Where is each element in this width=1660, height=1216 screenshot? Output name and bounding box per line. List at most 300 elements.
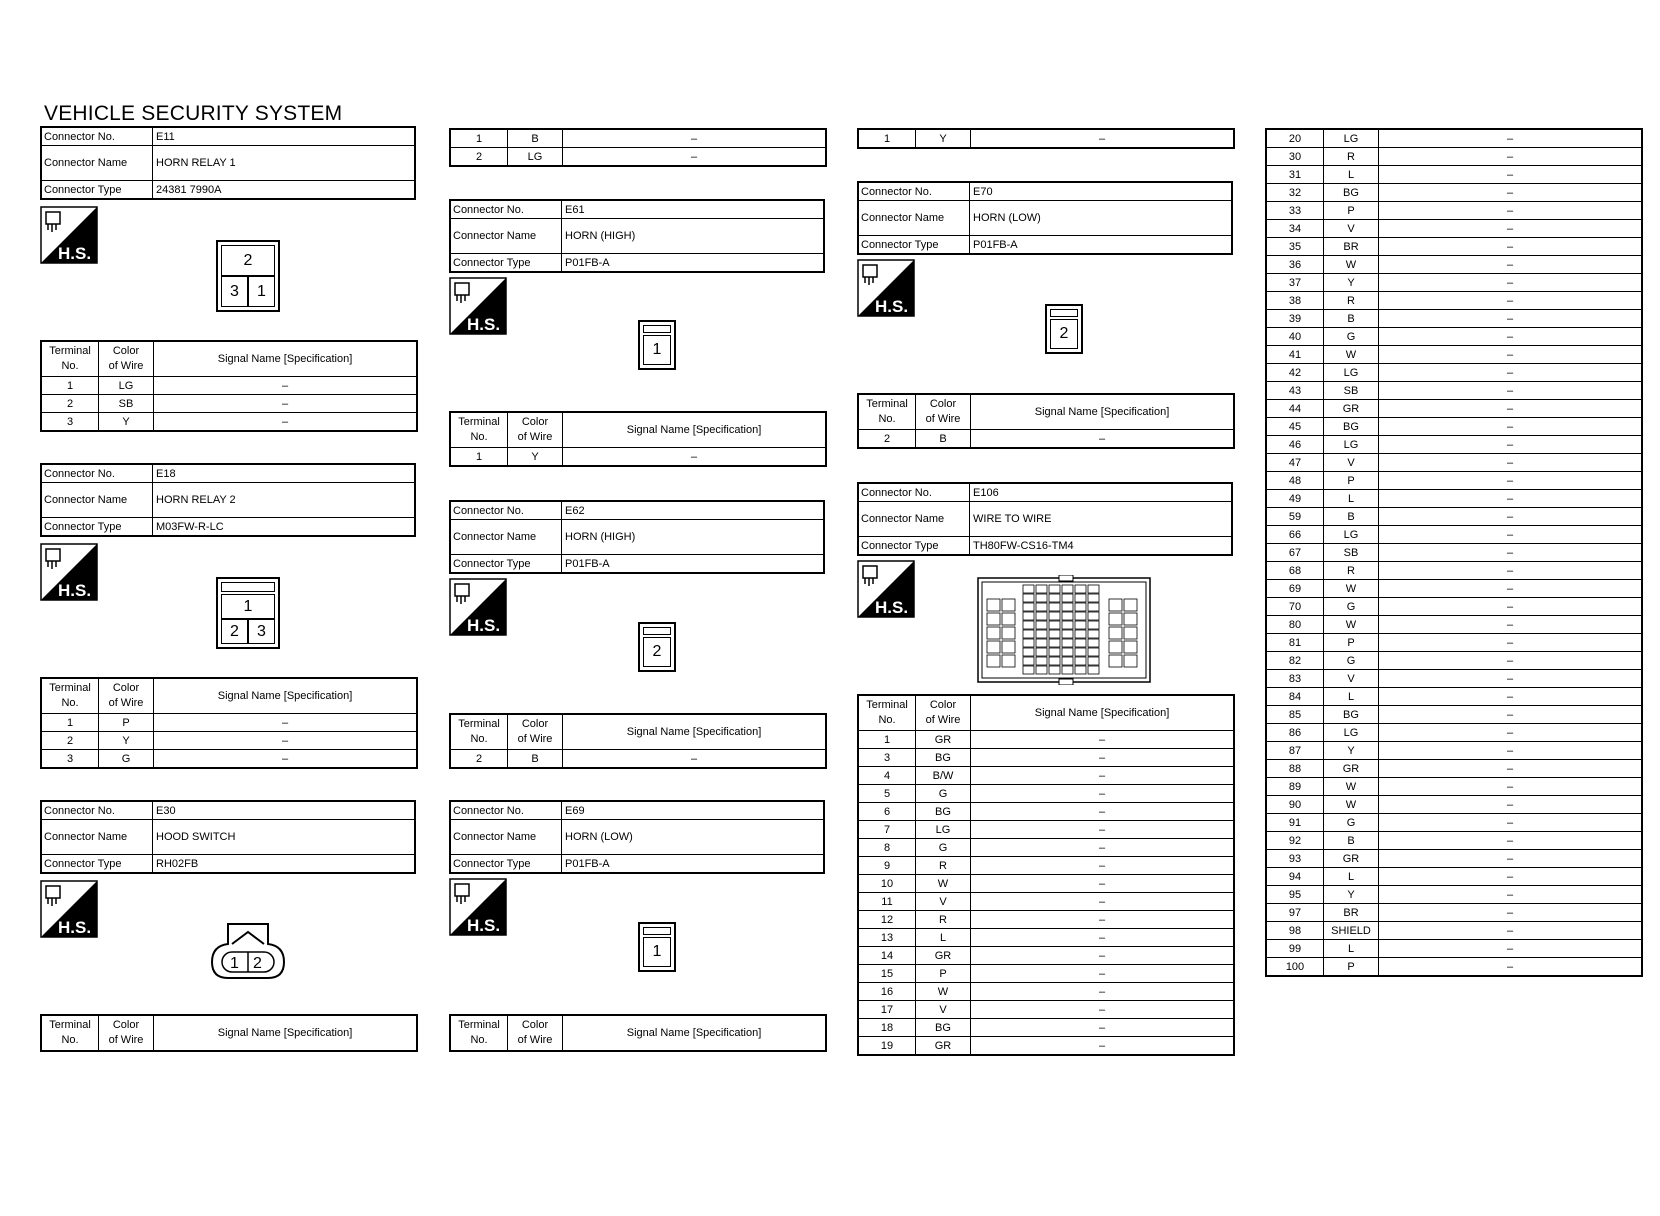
header-no: No. (470, 733, 488, 745)
signal-name-cell: – (690, 450, 698, 463)
header-of-wire: of Wire (108, 360, 144, 372)
terminal-no-cell: 3 (42, 750, 99, 767)
table-row (859, 130, 1233, 147)
connector-cavity (1075, 648, 1086, 656)
connector-cavity (1075, 666, 1086, 674)
connector-cavity (1049, 648, 1060, 656)
header-signal: Signal Name [Specification] (626, 423, 762, 436)
wire-color-cell: BR (1324, 904, 1379, 921)
signal-name-cell: – (1506, 744, 1514, 757)
terminal-table-e69 (449, 1014, 827, 1052)
wire-color-cell: B (916, 430, 971, 447)
signal-name-cell: – (1506, 960, 1514, 973)
signal-name-cell: – (1506, 492, 1514, 505)
wire-color-cell: V (1324, 670, 1379, 687)
terminal-rows (859, 430, 1233, 447)
header-terminal: Terminal (49, 345, 91, 357)
connector-type: P01FB-A (973, 238, 1018, 251)
connector-cavity (987, 627, 1000, 639)
signal-name-cell: – (1506, 294, 1514, 307)
header-terminal: Terminal (458, 718, 500, 730)
connector-cavity (1088, 612, 1099, 620)
table-row (859, 964, 1233, 982)
connector-name: HOOD SWITCH (156, 831, 236, 843)
connector-type: P01FB-A (565, 256, 610, 269)
signal-name-cell: – (1098, 787, 1106, 800)
header-signal: Signal Name [Specification] (217, 689, 353, 702)
header-no: No. (470, 431, 488, 443)
table-row (1267, 669, 1641, 687)
table-row (1267, 453, 1641, 471)
terminal-no-cell: 91 (1267, 814, 1324, 831)
header-signal: Signal Name [Specification] (626, 725, 762, 738)
connector-cavity (987, 655, 1000, 667)
connector-cavity (1088, 630, 1099, 638)
signal-name-cell: – (1506, 132, 1514, 145)
terminal-no-cell: 35 (1267, 238, 1324, 255)
table-row (859, 1000, 1233, 1018)
table-row (1267, 957, 1641, 975)
signal-name-cell: – (281, 379, 289, 392)
header-no: No. (470, 1034, 488, 1046)
terminal-no-cell: 14 (859, 947, 916, 964)
table-row (859, 802, 1233, 820)
connector-cavity (1062, 621, 1073, 629)
signal-name-cell: – (1506, 654, 1514, 667)
terminal-no-cell: 19 (859, 1037, 916, 1054)
connector-cavity (1075, 630, 1086, 638)
label-connector-name: Connector Name (42, 146, 153, 180)
connector-cavity (1062, 639, 1073, 647)
terminal-no-cell: 68 (1267, 562, 1324, 579)
terminal-table-e62 (449, 713, 827, 769)
wire-color-cell: B (508, 130, 563, 147)
table-row (1267, 741, 1641, 759)
signal-name-cell: – (1506, 600, 1514, 613)
signal-name-cell: – (1098, 805, 1106, 818)
table-row (859, 946, 1233, 964)
connector-cavity (1124, 599, 1137, 611)
table-row (451, 147, 825, 165)
connector-type: M03FW-R-LC (156, 520, 224, 533)
table-row (859, 838, 1233, 856)
table-row (42, 731, 416, 749)
table-row (42, 714, 416, 731)
connector-cavity (1023, 621, 1034, 629)
terminal-no-cell: 12 (859, 911, 916, 928)
connector-cavity (1075, 657, 1086, 665)
terminal-no-cell: 3 (42, 413, 99, 430)
header-signal: Signal Name [Specification] (1034, 706, 1170, 719)
hs-label: H.S. (467, 916, 501, 935)
connector-no: E69 (565, 804, 585, 817)
header-color: Color (521, 718, 549, 730)
signal-name-cell: – (1506, 222, 1514, 235)
table-row (1267, 507, 1641, 525)
connector-cavity (1062, 630, 1073, 638)
wire-color-cell: G (99, 750, 154, 767)
table-row (859, 892, 1233, 910)
header-of-wire: of Wire (517, 733, 553, 745)
terminal-no-cell: 90 (1267, 796, 1324, 813)
terminal-no-cell: 3 (859, 749, 916, 766)
header-no: No. (61, 360, 79, 372)
wire-color-cell: G (916, 785, 971, 802)
table-row (859, 910, 1233, 928)
terminal-rows (451, 750, 825, 767)
signal-name-cell: – (281, 397, 289, 410)
signal-name-cell: – (1098, 432, 1106, 445)
wire-color-cell: G (1324, 652, 1379, 669)
terminal-no-cell: 32 (1267, 184, 1324, 201)
header-color: Color (112, 1019, 140, 1031)
connector-no: E30 (156, 804, 176, 817)
signal-name-cell: – (1506, 240, 1514, 253)
header-terminal: Terminal (49, 682, 91, 694)
connector-cavity (1109, 655, 1122, 667)
signal-name-cell: – (1506, 312, 1514, 325)
connector-type: TH80FW-CS16-TM4 (973, 539, 1074, 552)
table-row (1267, 219, 1641, 237)
table-row (1267, 921, 1641, 939)
connector-cavity (1049, 603, 1060, 611)
signal-name-cell: – (1098, 1039, 1106, 1052)
wire-color-cell: G (1324, 598, 1379, 615)
connector-info-e30 (40, 800, 416, 874)
pin-label: 1 (230, 955, 239, 972)
pin-label: 1 (643, 335, 671, 365)
terminal-no-cell: 99 (1267, 940, 1324, 957)
table-row (859, 731, 1233, 748)
terminal-no-cell: 1 (451, 448, 508, 465)
terminal-table-e70 (857, 393, 1235, 449)
terminal-no-cell: 87 (1267, 742, 1324, 759)
connector-cavity (1023, 594, 1034, 602)
wire-color-cell: V (1324, 454, 1379, 471)
terminal-no-cell: 1 (859, 130, 916, 147)
terminal-no-cell: 94 (1267, 868, 1324, 885)
header-no: No. (878, 413, 896, 425)
connector-cavity (1088, 648, 1099, 656)
connector-cavity (1049, 639, 1060, 647)
signal-name-cell: – (1506, 258, 1514, 271)
wire-color-cell: BG (1324, 418, 1379, 435)
header-of-wire: of Wire (108, 1034, 144, 1046)
table-row (1267, 147, 1641, 165)
pin-label: 1 (643, 937, 671, 967)
signal-name-cell: – (1506, 762, 1514, 775)
connector-name: WIRE TO WIRE (973, 513, 1052, 525)
label-connector-type: Connector Type (42, 855, 153, 872)
connector-cavity (1124, 627, 1137, 639)
header-color: Color (112, 682, 140, 694)
signal-name-cell: – (1506, 564, 1514, 577)
label-connector-name: Connector Name (451, 520, 562, 554)
terminal-rows (859, 130, 1233, 147)
signal-name-cell: – (1098, 949, 1106, 962)
wire-color-cell: B (1324, 508, 1379, 525)
connector-cavity (1036, 594, 1047, 602)
terminal-no-cell: 85 (1267, 706, 1324, 723)
connector-cavity (1049, 585, 1060, 593)
connector-cavity (987, 599, 1000, 611)
header-no: No. (61, 697, 79, 709)
column-1-e18 (40, 463, 416, 537)
connector-cavity (1023, 612, 1034, 620)
wire-color-cell: BR (1324, 238, 1379, 255)
terminal-no-cell: 83 (1267, 670, 1324, 687)
connector-cavity (1023, 666, 1034, 674)
table-row (859, 982, 1233, 1000)
column-3-e106 (857, 482, 1233, 556)
pin-label: 2 (221, 619, 248, 644)
connector-face-e69 (638, 922, 676, 972)
terminal-no-cell: 93 (1267, 850, 1324, 867)
table-row (451, 448, 825, 465)
signal-name-cell: – (1506, 510, 1514, 523)
signal-name-cell: – (1506, 870, 1514, 883)
signal-name-cell: – (1098, 1021, 1106, 1034)
connector-cavity (1088, 603, 1099, 611)
wire-color-cell: P (99, 714, 154, 731)
connector-cavity (1075, 621, 1086, 629)
label-connector-name: Connector Name (859, 502, 970, 536)
signal-name-cell: – (1098, 967, 1106, 980)
connector-cavity (1109, 627, 1122, 639)
wire-color-cell: BG (916, 1019, 971, 1036)
table-row (859, 874, 1233, 892)
wire-color-cell: W (1324, 346, 1379, 363)
signal-name-cell: – (1098, 769, 1106, 782)
signal-name-cell: – (1098, 751, 1106, 764)
terminal-no-cell: 8 (859, 839, 916, 856)
connector-cavity (1023, 648, 1034, 656)
wire-color-cell: B/W (916, 767, 971, 784)
wire-color-cell: SB (1324, 382, 1379, 399)
header-color: Color (929, 398, 957, 410)
connector-no: E18 (156, 467, 176, 480)
terminal-no-cell: 31 (1267, 166, 1324, 183)
terminal-rows (451, 130, 825, 165)
hs-badge (857, 560, 915, 623)
connector-name: HORN RELAY 1 (156, 157, 236, 169)
terminal-no-cell: 20 (1267, 130, 1324, 147)
table-row (1267, 705, 1641, 723)
table-row (1267, 597, 1641, 615)
connector-cavity (1075, 612, 1086, 620)
terminal-no-cell: 69 (1267, 580, 1324, 597)
signal-name-cell: – (1506, 618, 1514, 631)
wire-color-cell: GR (1324, 850, 1379, 867)
header-color: Color (521, 1019, 549, 1031)
table-row (42, 412, 416, 430)
terminal-no-cell: 10 (859, 875, 916, 892)
connector-cavity (1062, 594, 1073, 602)
wire-color-cell: SB (1324, 544, 1379, 561)
connector-no: E11 (156, 130, 175, 143)
connector-cavity (1109, 613, 1122, 625)
table-row (1267, 579, 1641, 597)
hs-label: H.S. (467, 315, 501, 334)
connector-cavity (1002, 655, 1015, 667)
label-connector-name: Connector Name (451, 820, 562, 854)
signal-name-cell: – (690, 132, 698, 145)
table-row (859, 820, 1233, 838)
signal-name-cell: – (281, 415, 289, 428)
connector-info-e61 (449, 199, 825, 273)
wire-color-cell: GR (916, 1037, 971, 1054)
connector-cavity (1036, 657, 1047, 665)
wire-color-cell: P (1324, 472, 1379, 489)
signal-name-cell: – (281, 734, 289, 747)
terminal-table-e18 (40, 677, 418, 769)
connector-type: 24381 7990A (156, 183, 222, 196)
terminal-no-cell: 40 (1267, 328, 1324, 345)
connector-face-e106 (977, 575, 1151, 690)
header-terminal: Terminal (866, 398, 908, 410)
connector-type: RH02FB (156, 857, 199, 870)
wire-color-cell: Y (1324, 274, 1379, 291)
table-row (1267, 201, 1641, 219)
table-row (859, 748, 1233, 766)
signal-name-cell: – (1098, 877, 1106, 890)
terminal-table-e11 (40, 340, 418, 432)
column-2-e69 (449, 800, 825, 874)
signal-name-cell: – (1098, 823, 1106, 836)
connector-info-e70 (857, 181, 1233, 255)
wire-color-cell: G (916, 839, 971, 856)
signal-name-cell: – (1506, 384, 1514, 397)
connector-cavity (1124, 641, 1137, 653)
table-row (1267, 130, 1641, 147)
table-row (42, 749, 416, 767)
connector-face-e62 (638, 622, 676, 672)
terminal-no-cell: 45 (1267, 418, 1324, 435)
header-signal: Signal Name [Specification] (217, 1026, 353, 1039)
hs-label: H.S. (875, 297, 909, 316)
terminal-no-cell: 70 (1267, 598, 1324, 615)
terminal-no-cell: 46 (1267, 436, 1324, 453)
pin-label: 1 (248, 276, 275, 307)
connector-cavity (1023, 657, 1034, 665)
table-row (1267, 309, 1641, 327)
wire-color-cell: G (1324, 814, 1379, 831)
terminal-no-cell: 37 (1267, 274, 1324, 291)
table-row (1267, 939, 1641, 957)
connector-type: P01FB-A (565, 557, 610, 570)
terminal-table-e106 (857, 694, 1235, 1056)
connector-info-e106 (857, 482, 1233, 556)
wire-color-cell: P (916, 965, 971, 982)
connector-cavity (1049, 621, 1060, 629)
connector-cavity (1049, 630, 1060, 638)
signal-name-cell: – (281, 752, 289, 765)
signal-name-cell: – (1506, 420, 1514, 433)
wire-color-cell: LG (1324, 436, 1379, 453)
column-2-e62 (449, 500, 825, 574)
wire-color-cell: L (1324, 868, 1379, 885)
connector-cavity (1036, 666, 1047, 674)
connector-cavity (1049, 657, 1060, 665)
terminal-no-cell: 39 (1267, 310, 1324, 327)
terminal-no-cell: 100 (1267, 958, 1324, 975)
table-row (1267, 327, 1641, 345)
wire-color-cell: L (1324, 166, 1379, 183)
label-connector-name: Connector Name (42, 820, 153, 854)
hs-label: H.S. (58, 918, 92, 937)
signal-name-cell: – (1506, 942, 1514, 955)
connector-cavity (1062, 612, 1073, 620)
table-row (1267, 183, 1641, 201)
header-of-wire: of Wire (517, 431, 553, 443)
signal-name-cell: – (1506, 528, 1514, 541)
signal-name-cell: – (1506, 474, 1514, 487)
connector-cavity (987, 613, 1000, 625)
header-of-wire: of Wire (108, 697, 144, 709)
wire-color-cell: V (916, 893, 971, 910)
signal-name-cell: – (1098, 931, 1106, 944)
wire-color-cell: LG (508, 148, 563, 165)
table-row (859, 1018, 1233, 1036)
wire-color-cell: LG (1324, 526, 1379, 543)
hs-badge (449, 277, 507, 340)
terminal-no-cell: 2 (42, 395, 99, 412)
label-connector-type: Connector Type (859, 236, 970, 253)
terminal-no-cell: 33 (1267, 202, 1324, 219)
connector-name: HORN (HIGH) (565, 531, 636, 543)
table-row (1267, 633, 1641, 651)
column-1 (40, 126, 416, 200)
header-terminal: Terminal (49, 1019, 91, 1031)
terminal-table-e30 (40, 1014, 418, 1052)
wire-color-cell: P (1324, 202, 1379, 219)
signal-name-cell: – (1506, 348, 1514, 361)
table-row (1267, 615, 1641, 633)
wire-color-cell: LG (1324, 724, 1379, 741)
hs-badge (449, 878, 507, 941)
wire-color-cell: W (916, 875, 971, 892)
wire-color-cell: R (916, 911, 971, 928)
signal-name-cell: – (1098, 733, 1106, 746)
table-row (1267, 867, 1641, 885)
wire-color-cell: W (916, 983, 971, 1000)
connector-cavity (1088, 594, 1099, 602)
signal-name-cell: – (1506, 708, 1514, 721)
signal-name-cell: – (1506, 780, 1514, 793)
label-connector-type: Connector Type (42, 181, 153, 198)
table-row (1267, 561, 1641, 579)
wire-color-cell: Y (916, 130, 971, 147)
wire-color-cell: W (1324, 796, 1379, 813)
signal-name-cell: – (1506, 672, 1514, 685)
wire-color-cell: B (1324, 310, 1379, 327)
table-row (859, 856, 1233, 874)
wire-color-cell: LG (99, 377, 154, 394)
table-row (42, 377, 416, 394)
pin-label: 3 (221, 276, 248, 307)
table-row (1267, 687, 1641, 705)
terminal-table-e69-continued (857, 128, 1235, 149)
connector-cavity (1036, 630, 1047, 638)
signal-name-cell: – (1506, 150, 1514, 163)
hs-label: H.S. (58, 244, 92, 263)
terminal-no-cell: 1 (859, 731, 916, 748)
table-row (1267, 525, 1641, 543)
label-connector-type: Connector Type (42, 518, 153, 535)
terminal-no-cell: 82 (1267, 652, 1324, 669)
wire-color-cell: R (1324, 148, 1379, 165)
terminal-no-cell: 88 (1267, 760, 1324, 777)
